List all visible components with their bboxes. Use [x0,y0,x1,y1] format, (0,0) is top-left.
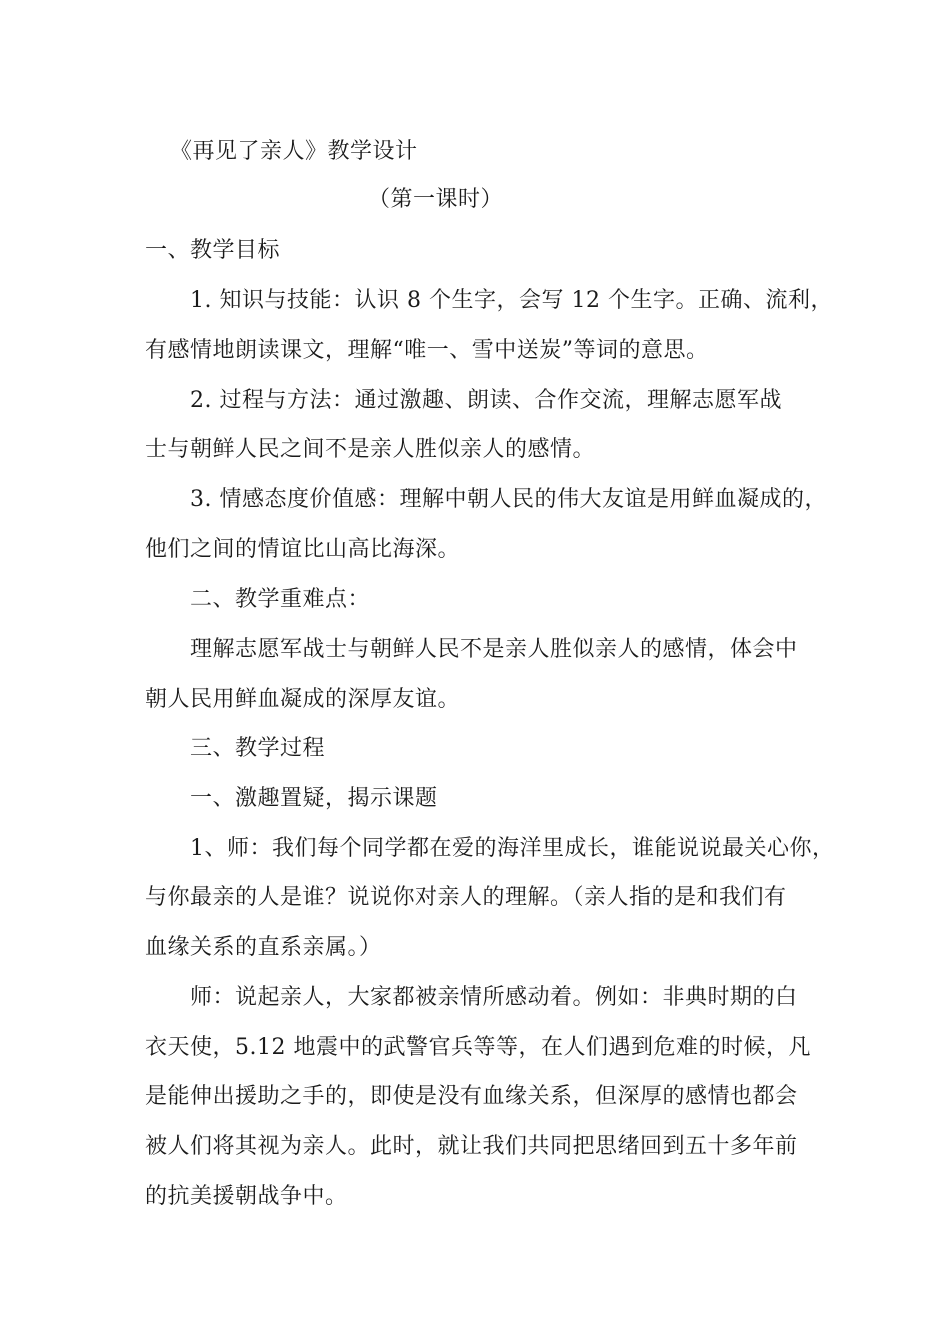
paragraph-line: 1、师：我们每个同学都在爱的海洋里成长，谁能说说最关心你， [190,836,835,861]
paragraph-line: 2. 过程与方法：通过激趣、朗读、合作交流，理解志愿军战 [190,388,782,413]
paragraph-line: 与你最亲的人是谁？说说你对亲人的理解。（亲人指的是和我们有 [145,885,787,910]
paragraph-line: 士与朝鲜人民之间不是亲人胜似亲人的感情。 [145,437,596,462]
section-heading-objectives: 一、教学目标 [145,238,281,263]
document-subtitle: （第一课时） [368,187,504,212]
paragraph-line: 3. 情感态度价值感：理解中朝人民的伟大友谊是用鲜血凝成的， [190,487,827,512]
paragraph-line: 血缘关系的直系亲属。） [145,935,382,960]
paragraph-line: 的抗美援朝战争中。 [145,1184,348,1209]
paragraph-line: 他们之间的情谊比山高比海深。 [145,537,461,562]
paragraph-line: 被人们将其视为亲人。此时，就让我们共同把思绪回到五十多年前 [145,1134,798,1159]
document-title: 《再见了亲人》教学设计 [170,139,418,164]
paragraph-line: 理解志愿军战士与朝鲜人民不是亲人胜似亲人的感情，体会中 [190,637,798,662]
paragraph-line: 是能伸出援助之手的，即使是没有血缘关系，但深厚的感情也都会 [145,1084,798,1109]
paragraph-line: 师：说起亲人，大家都被亲情所感动着。例如：非典时期的白 [190,985,798,1010]
paragraph-line: 1. 知识与技能：认识 8 个生字，会写 12 个生字。正确、流利， [190,288,833,313]
subsection-heading: 一、激趣置疑，揭示课题 [190,786,438,811]
paragraph-line: 有感情地朗读课文，理解“唯一、雪中送炭”等词的意思。 [145,338,709,363]
section-heading-key-points: 二、教学重难点： [190,587,371,612]
paragraph-line: 衣天使，5.12 地震中的武警官兵等等，在人们遇到危难的时候，凡 [145,1035,811,1060]
section-heading-process: 三、教学过程 [190,736,326,761]
paragraph-line: 朝人民用鲜血凝成的深厚友谊。 [145,687,461,712]
